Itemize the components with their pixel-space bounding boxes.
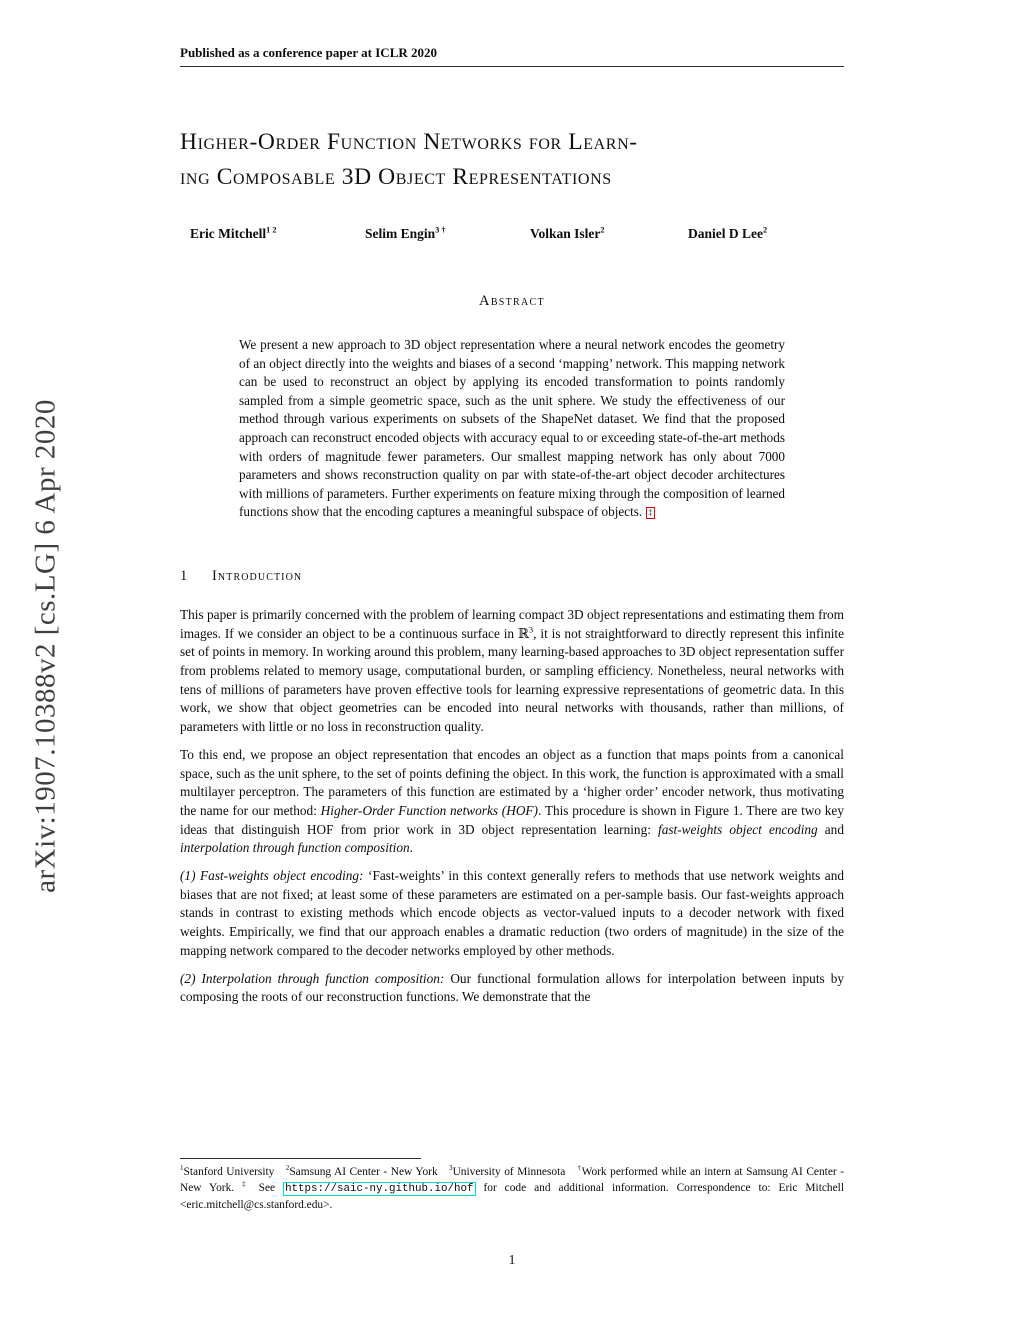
author-name: Selim Engin — [365, 226, 436, 241]
author-name: Eric Mitchell — [190, 226, 267, 241]
abstract-heading: Abstract — [479, 293, 545, 309]
author-1 — [190, 226, 277, 242]
author-3 — [530, 226, 605, 242]
header-rule — [180, 66, 844, 67]
author-affiliation-marks: 2 — [600, 225, 605, 235]
title-line-1: Higher-Order Function Networks for Learn- — [180, 129, 638, 155]
section-title: Introduction — [212, 567, 303, 584]
intro-paragraph-4: (2) Interpolation through function composition: Our functional formulation allows for interpolation between inputs by composing the roots of our reconstruction functions. We demonstrate that the — [180, 970, 844, 1005]
footnote-rule — [180, 1158, 421, 1159]
intro-paragraph-1: This paper is primarily concerned with the problem of learning compact 3D object representations and estimating them from images. If we consider an object to be a continuous surface in ℝ$^3$, it is not straightforward to directly represent this infinite set of points in memory. In working around this problem, many learning-based approaches to 3D object representation suffer from problems related to memory usage, computational burden, or sampling efficiency. Nonetheless, neural networks with tens of millions of parameters have proven effective tools for learning expressive representations of geometric data. In this work, we show that object geometries can be encoded into neural networks with thousands, rather than millions, of parameters with little or no loss in reconstruction quality. — [180, 606, 845, 735]
abstract-text: We present a new approach to 3D object representation where a neural network encodes the geometry of an object directly into the weights and biases of a second ‘mapping’ network. This mapping network can be used to reconstruct an object by applying its encoded transformation to points randomly sampled from a simple geometric space, such as the unit sphere. We study the effectiveness of our method through various experiments on subsets of the ShapeNet dataset. We find that the proposed approach can reconstruct encoded objects with accuracy equal to or exceeding state-of-the-art methods with orders of magnitude fewer parameters. Our smallest mapping network has only about 7000 parameters and shows reconstruction quality on par with state-of-the-art object decoder architectures with millions of parameters. Further experiments on feature mixing through the composition of learned functions show that the encoding captures a meaningful subspace of objects. ‡ — [239, 337, 785, 520]
footnote-text: $^1$Stanford University $^2$Samsung AI Center - New York $^3$University of Minnesota †Work performed while an intern at Samsung AI Center - New York. ‡ See https://saic-ny.github.io/hof for code and additional information. Correspondence to: Eric Mitchell <eric.mitchell@cs.stanford.edu>. — [180, 1164, 845, 1211]
section-1-heading — [180, 568, 844, 585]
hyperlink[interactable]: https://saic-ny.github.io/hof — [285, 1182, 474, 1195]
author-affiliation-marks: 2 — [763, 225, 768, 235]
author-affiliation-marks: 3 † — [435, 225, 446, 235]
author-name: Volkan Isler — [530, 226, 601, 241]
author-row — [180, 226, 844, 246]
running-header: Published as a conference paper at ICLR 2020 — [180, 45, 437, 60]
title-line-2: ing Composable 3D Object Representations — [180, 164, 612, 190]
arxiv-stamp: arXiv:1907.10388v2 [cs.LG] 6 Apr 2020 — [29, 399, 62, 893]
intro-paragraph-2: To this end, we propose an object representation that encodes an object as a function that maps points from a canonical space, such as the unit sphere, to the set of points defining the object. In this work, the function is approximated with a small multilayer perceptron. The parameters of this function are estimated by a ‘higher order’ encoder network, thus motivating the name for our method: Higher-Order Function networks (HOF). This procedure is shown in Figure 1. There are two key ideas that distinguish HOF from prior work in 3D object representation learning: fast-weights object encoding and interpolation through function composition. — [180, 746, 844, 856]
section-number: 1 — [180, 567, 188, 584]
page-number: 1 — [508, 1252, 516, 1267]
paper-title — [180, 125, 844, 195]
author-2 — [365, 226, 446, 242]
author-4 — [688, 226, 767, 242]
footnote-ref-mark[interactable]: ‡ — [646, 507, 656, 519]
author-affiliation-marks: 1 2 — [266, 225, 277, 235]
footnote-block — [180, 1158, 844, 1214]
intro-paragraph-3: (1) Fast-weights object encoding: ‘Fast-weights’ in this context generally refers to methods that use network weights and biases that are not fixed; at least some of these parameters are estimated on a per-sample basis. Our fast-weights approach stands in contrast to existing methods which encode objects as vector-valued inputs to a decoder network with fixed weights. Empirically, we find that our approach enables a dramatic reduction (two orders of magnitude) in the size of the mapping network compared to the decoder networks employed by other methods. — [180, 868, 844, 958]
paper-content — [180, 0, 844, 1007]
author-name: Daniel D Lee — [688, 226, 763, 241]
